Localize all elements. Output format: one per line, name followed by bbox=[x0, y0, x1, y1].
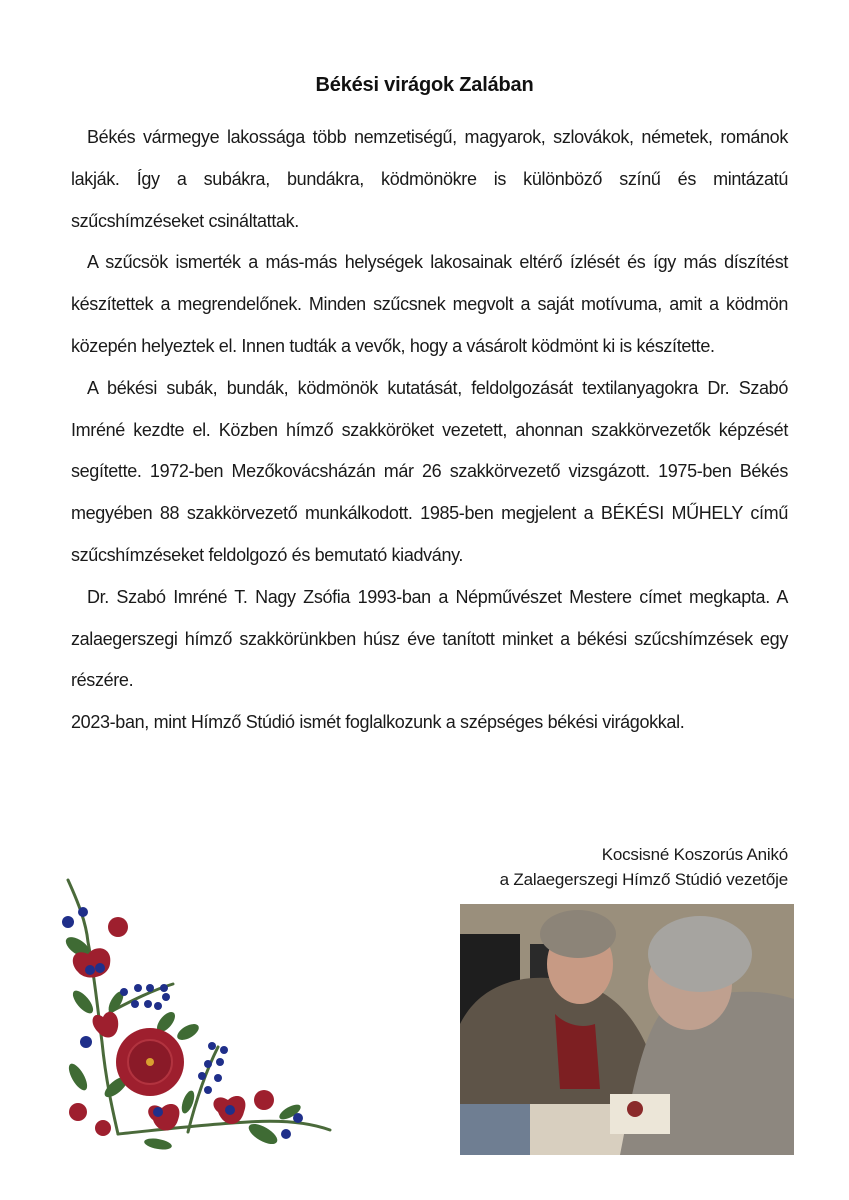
paragraph-5: 2023-ban, mint Hímző Stúdió ismét foglalkozunk a szépséges békési virágokkal. bbox=[71, 712, 685, 733]
signature-block bbox=[500, 842, 788, 892]
signature-name: Kocsisné Koszorús Anikó bbox=[601, 845, 788, 864]
photo-illustration bbox=[460, 904, 794, 1155]
workshop-photo bbox=[460, 904, 794, 1155]
document-body bbox=[71, 117, 788, 744]
red-flowers bbox=[69, 917, 274, 1136]
left-person-hair bbox=[540, 910, 616, 958]
right-person-hair bbox=[648, 916, 752, 992]
paragraph-1: Békés vármegye lakossága több nemzetiségű, magyarok, szlovákok, németek, románok lakják. Így a subákra, bundákra, ködmönökre is különböző színű és mintázatú szűcshímzéseket csináltattak. bbox=[71, 127, 788, 231]
paragraph-2: A szűcsök ismerték a más-más helységek lakosainak eltérő ízlését és így más díszítést készítettek a megrendelőnek. Minden szűcsnek megvolt a saját motívuma, amit a ködmön közepén helyeztek el. Innen tudták a vevők, hogy a vásárolt ködmönt ki is készítette. bbox=[71, 252, 788, 356]
paragraph-4: Dr. Szabó Imréné T. Nagy Zsófia 1993-ban a Népművészet Mestere címet megkapta. A zalaegerszegi hímző szakkörünkben húsz éve tanított minket a békési szűcshímzések egy részére. bbox=[71, 586, 788, 691]
document-title: Békési virágok Zalában bbox=[315, 74, 534, 96]
signature-role: a Zalaegerszegi Hímző Stúdió vezetője bbox=[499, 870, 788, 889]
paragraph-3: A békési subák, bundák, ködmönök kutatását, feldolgozását textilanyagokra Dr. Szabó Imréné kezdte el. Közben hímző szakköröket vezetett, ahonnan szakkörvezetők képzését segítette. 1972-ben Mezőkovácsházán már 26 szakkörvezető vizsgázott. 1975-ben Békés megyében 88 szakkörvezető munkálkodott. 1985-ben megjelent a BÉKÉSI MŰHELY című szűcshímzéseket feldolgozó és bemutató kiadvány. bbox=[71, 377, 788, 565]
embroidery-ornament-image bbox=[58, 872, 343, 1152]
bag-shape bbox=[460, 1104, 530, 1155]
large-round-flower bbox=[116, 1028, 184, 1096]
